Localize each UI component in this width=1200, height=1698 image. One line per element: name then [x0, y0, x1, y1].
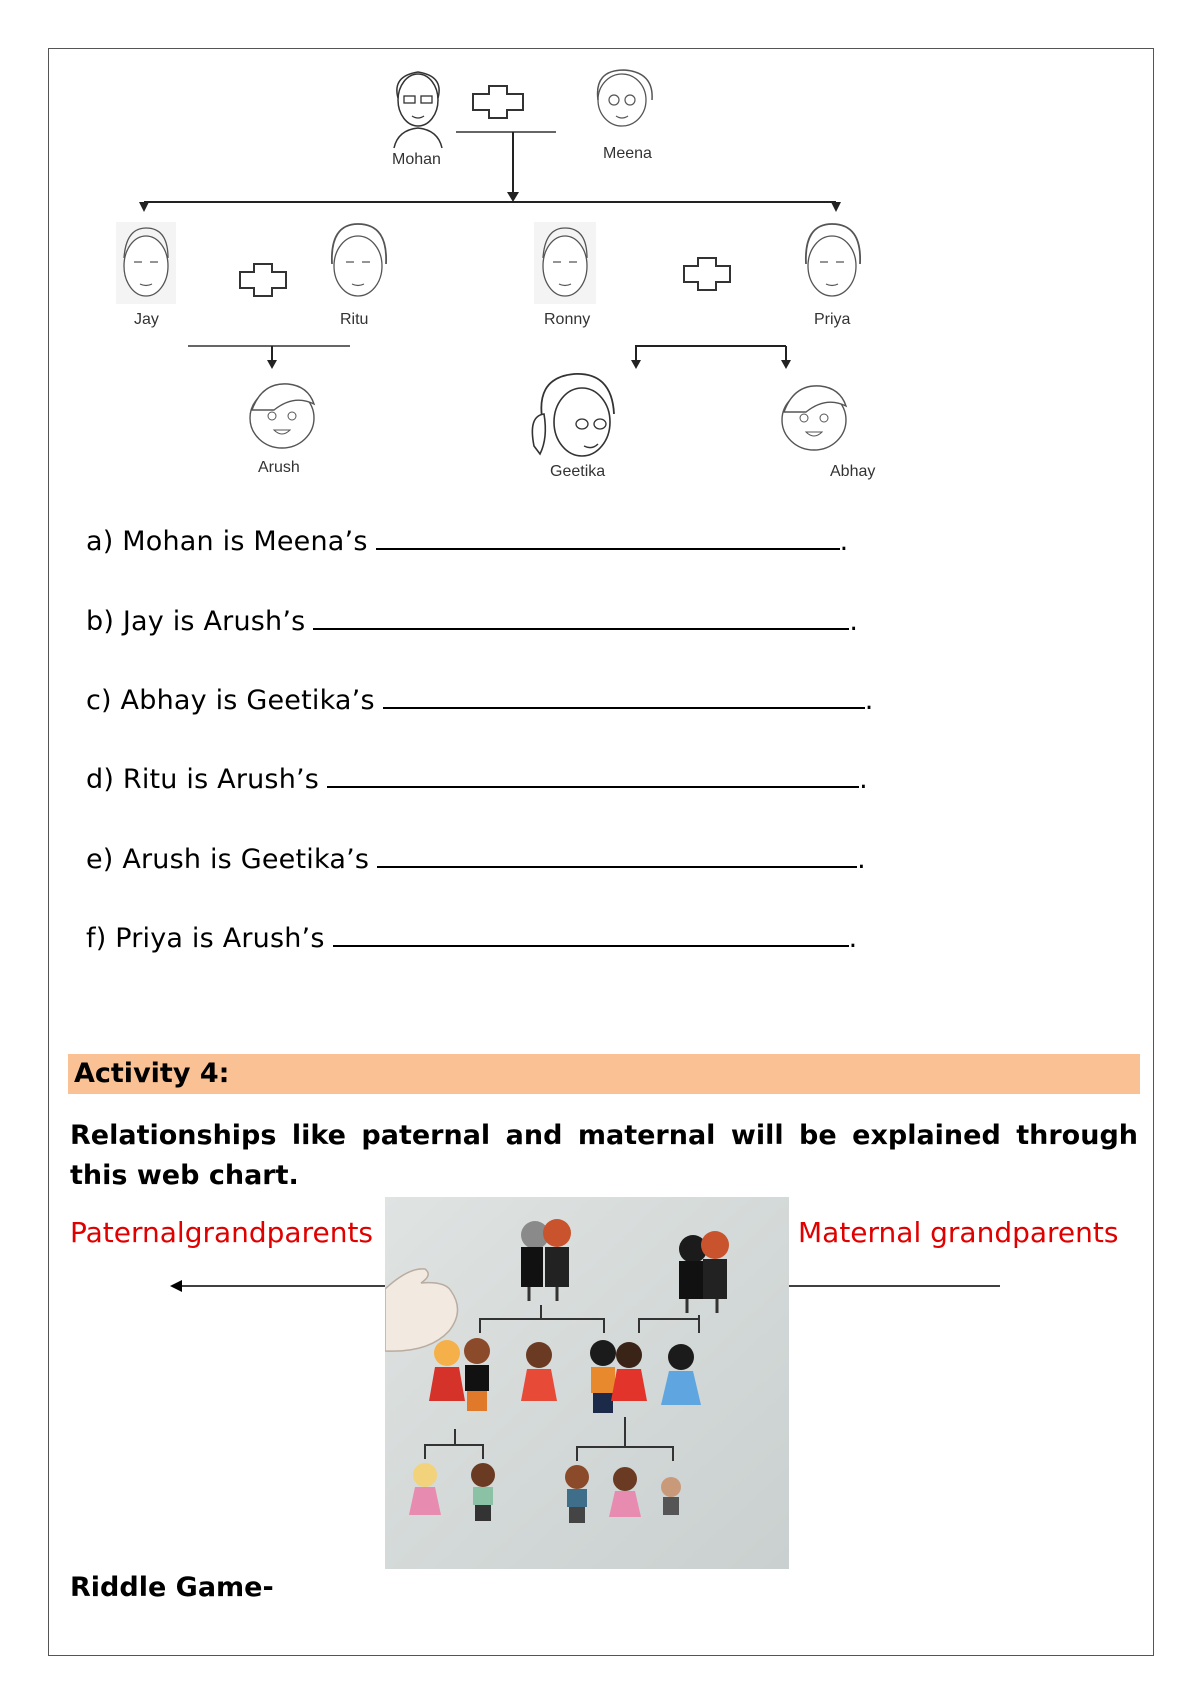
marriage-symbol [684, 258, 730, 290]
maternal-grandparents-label: Maternal grandparents [798, 1216, 1119, 1249]
geetika-portrait [532, 374, 614, 456]
answer-blank[interactable] [327, 760, 859, 788]
question-b: b) Jay is Arush’s . [86, 602, 858, 637]
mohan-portrait [394, 72, 442, 148]
answer-blank[interactable] [313, 602, 849, 630]
ritu-portrait [332, 224, 386, 296]
answer-blank[interactable] [376, 522, 840, 550]
jay-portrait [116, 222, 176, 304]
paternal-grandparents-label: Paternalgrandparents [70, 1216, 374, 1249]
tree-name-geetika: Geetika [550, 463, 606, 480]
tree-name-ronny: Ronny [544, 311, 591, 328]
riddle-game-heading: Riddle Game- [70, 1572, 274, 1603]
question-a: a) Mohan is Meena’s . [86, 522, 848, 557]
question-f: f) Priya is Arush’s . [86, 919, 857, 954]
question-text: f) Priya is Arush’s [86, 923, 325, 954]
answer-blank[interactable] [383, 681, 865, 709]
question-d: d) Ritu is Arush’s . [86, 760, 868, 795]
question-text: c) Abhay is Geetika’s [86, 685, 375, 716]
ronny-portrait [534, 222, 596, 304]
family-tree-diagram [100, 60, 920, 500]
tree-name-abhay: Abhay [830, 463, 876, 480]
activity-description: Relationships like paternal and maternal will be explained through this web chart. [70, 1120, 1138, 1191]
tree-name-jay: Jay [134, 311, 159, 328]
tree-name-arush: Arush [258, 459, 300, 476]
question-c: c) Abhay is Geetika’s . [86, 681, 874, 716]
question-text: a) Mohan is Meena’s [86, 526, 368, 557]
family-web-chart-photo [385, 1197, 789, 1569]
marriage-symbol [240, 264, 286, 296]
abhay-portrait [782, 386, 846, 450]
question-e: e) Arush is Geetika’s . [86, 840, 866, 875]
tree-name-meena: Meena [603, 145, 652, 162]
tree-name-priya: Priya [814, 311, 851, 328]
question-text: d) Ritu is Arush’s [86, 764, 320, 795]
tree-name-ritu: Ritu [340, 311, 369, 328]
priya-portrait [806, 224, 860, 296]
tree-name-mohan: Mohan [392, 151, 441, 168]
answer-blank[interactable] [333, 919, 849, 947]
meena-portrait [598, 70, 653, 126]
answer-blank[interactable] [377, 840, 857, 868]
arush-portrait [250, 384, 314, 448]
paternal-arrow [168, 1276, 408, 1296]
activity-heading: Activity 4: [68, 1054, 1140, 1094]
question-text: b) Jay is Arush’s [86, 606, 306, 637]
marriage-symbol [473, 86, 523, 118]
question-text: e) Arush is Geetika’s [86, 844, 370, 875]
